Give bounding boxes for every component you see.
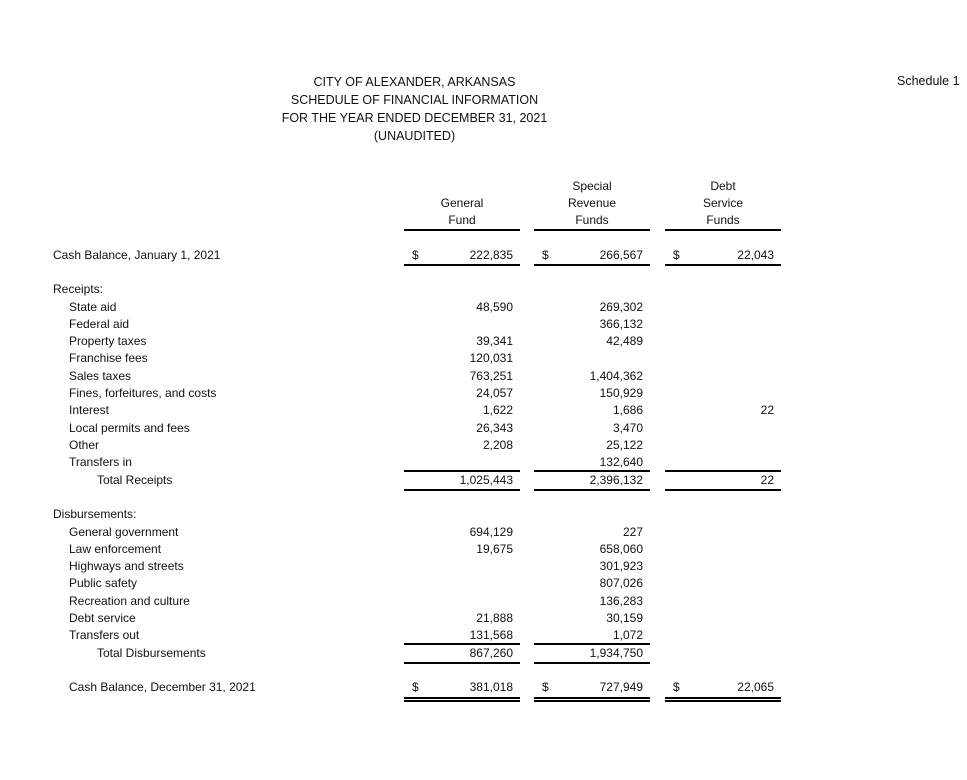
title-schedule: SCHEDULE OF FINANCIAL INFORMATION xyxy=(290,93,539,107)
amount: 21,888 xyxy=(476,611,513,625)
receipt-debt-service xyxy=(665,402,781,419)
disbursement-general xyxy=(404,541,520,558)
column-header-line: Funds xyxy=(575,213,609,227)
amount: 48,590 xyxy=(476,300,513,314)
amount: 1,622 xyxy=(482,403,513,417)
title-period: FOR THE YEAR ENDED DECEMBER 31, 2021 xyxy=(281,111,548,125)
closing-balance-debt-service xyxy=(665,679,781,702)
column-header-line: Funds xyxy=(706,213,740,227)
receipt-label: Local permits and fees xyxy=(69,421,190,435)
amount: 1,072 xyxy=(612,628,643,642)
amount: 222,835 xyxy=(469,248,513,262)
column-header-line: Special xyxy=(572,179,612,193)
receipt-general xyxy=(404,316,520,333)
receipt-special-revenue xyxy=(534,385,650,402)
disbursement-special-revenue xyxy=(534,627,650,644)
disbursement-general xyxy=(404,610,520,627)
receipt-general xyxy=(404,333,520,350)
schedule-label: Schedule 1 xyxy=(897,74,960,88)
receipt-label: Property taxes xyxy=(69,334,147,348)
receipt-general xyxy=(404,368,520,385)
report-title xyxy=(262,73,567,145)
amount: 658,060 xyxy=(599,542,643,556)
disbursements-heading: Disbursements: xyxy=(53,507,137,521)
receipt-debt-service xyxy=(665,299,781,316)
title-entity: CITY OF ALEXANDER, ARKANSAS xyxy=(313,75,516,89)
disbursement-special-revenue xyxy=(534,524,650,541)
amount: 3,470 xyxy=(612,421,643,435)
disbursement-special-revenue xyxy=(534,575,650,592)
disbursement-special-revenue xyxy=(534,558,650,575)
amount: 22 xyxy=(760,403,774,417)
total-receipts-special-revenue xyxy=(534,470,650,491)
opening-balance-debt-service xyxy=(665,247,781,266)
receipt-special-revenue xyxy=(534,316,650,333)
receipt-special-revenue xyxy=(534,420,650,437)
disbursement-general xyxy=(404,627,520,644)
receipt-debt-service xyxy=(665,437,781,454)
amount: 132,640 xyxy=(599,455,643,469)
column-header-debt-service-funds xyxy=(665,178,781,231)
disbursement-label: Public safety xyxy=(69,576,138,590)
receipt-label: State aid xyxy=(69,300,117,314)
disbursement-debt-service xyxy=(665,558,781,575)
receipt-special-revenue xyxy=(534,350,650,367)
amount: 120,031 xyxy=(469,351,513,365)
amount: 26,343 xyxy=(476,421,513,435)
receipt-label: Transfers in xyxy=(69,455,132,469)
amount: 366,132 xyxy=(599,317,643,331)
receipt-debt-service xyxy=(665,350,781,367)
receipt-general xyxy=(404,437,520,454)
amount: 301,923 xyxy=(599,559,643,573)
currency-symbol: $ xyxy=(673,680,680,694)
disbursement-label: Transfers out xyxy=(69,628,140,642)
column-header-line: Debt xyxy=(710,179,736,193)
receipt-special-revenue xyxy=(534,299,650,316)
disbursement-special-revenue xyxy=(534,593,650,610)
receipt-special-revenue xyxy=(534,402,650,419)
receipt-debt-service xyxy=(665,454,781,471)
amount: 24,057 xyxy=(476,386,513,400)
receipt-label: Fines, forfeitures, and costs xyxy=(69,386,217,400)
amount: 1,934,750 xyxy=(589,646,643,660)
column-header-line: Revenue xyxy=(567,196,617,210)
receipt-general xyxy=(404,454,520,471)
amount: 381,018 xyxy=(469,680,513,694)
amount: 39,341 xyxy=(476,334,513,348)
total-receipts-debt-service xyxy=(665,470,781,491)
disbursement-general xyxy=(404,593,520,610)
amount: 131,568 xyxy=(469,628,513,642)
closing-balance-special-revenue xyxy=(534,679,650,702)
amount: 136,283 xyxy=(599,594,643,608)
receipt-debt-service xyxy=(665,333,781,350)
amount: 727,949 xyxy=(599,680,643,694)
column-header-general-fund xyxy=(404,178,520,231)
disbursement-label: Highways and streets xyxy=(69,559,184,573)
amount: 2,208 xyxy=(482,438,513,452)
receipts-heading: Receipts: xyxy=(53,282,104,296)
receipt-label: Interest xyxy=(69,403,110,417)
disbursement-debt-service xyxy=(665,593,781,610)
receipt-debt-service xyxy=(665,420,781,437)
disbursement-debt-service xyxy=(665,524,781,541)
receipt-label: Other xyxy=(69,438,100,452)
disbursement-debt-service xyxy=(665,575,781,592)
currency-symbol: $ xyxy=(542,248,549,262)
disbursement-general xyxy=(404,524,520,541)
closing-balance-label: Cash Balance, December 31, 2021 xyxy=(69,680,256,694)
disbursement-general xyxy=(404,558,520,575)
receipt-general xyxy=(404,299,520,316)
total-disbursements-general xyxy=(404,643,520,664)
column-header-line: Service xyxy=(702,196,743,210)
disbursement-debt-service xyxy=(665,610,781,627)
currency-symbol: $ xyxy=(673,248,680,262)
column-header-special-revenue-funds xyxy=(534,178,650,231)
disbursement-label: Debt service xyxy=(69,611,136,625)
currency-symbol: $ xyxy=(412,680,419,694)
amount: 42,489 xyxy=(606,334,643,348)
column-header-line: General xyxy=(440,196,484,210)
receipt-special-revenue xyxy=(534,437,650,454)
amount: 763,251 xyxy=(469,369,513,383)
disbursement-label: Law enforcement xyxy=(69,542,162,556)
disbursement-special-revenue xyxy=(534,610,650,627)
total-disbursements-special-revenue xyxy=(534,643,650,664)
amount: 269,302 xyxy=(599,300,643,314)
closing-balance-general xyxy=(404,679,520,702)
receipt-debt-service xyxy=(665,385,781,402)
amount: 1,686 xyxy=(612,403,643,417)
amount: 22 xyxy=(760,473,774,487)
receipt-special-revenue xyxy=(534,454,650,471)
amount: 2,396,132 xyxy=(589,473,643,487)
column-header-line: Fund xyxy=(448,213,476,227)
receipt-debt-service xyxy=(665,368,781,385)
amount: 867,260 xyxy=(469,646,513,660)
receipt-label: Federal aid xyxy=(69,317,130,331)
amount: 22,065 xyxy=(737,680,774,694)
disbursement-general xyxy=(404,575,520,592)
amount: 19,675 xyxy=(476,542,513,556)
amount: 1,404,362 xyxy=(589,369,643,383)
disbursement-label: Recreation and culture xyxy=(69,594,190,608)
receipt-label: Franchise fees xyxy=(69,351,148,365)
amount: 30,159 xyxy=(606,611,643,625)
receipt-special-revenue xyxy=(534,333,650,350)
opening-balance-label: Cash Balance, January 1, 2021 xyxy=(53,248,221,262)
total-receipts-label: Total Receipts xyxy=(97,473,173,487)
receipt-general xyxy=(404,420,520,437)
amount: 1,025,443 xyxy=(459,473,513,487)
receipt-general xyxy=(404,402,520,419)
amount: 22,043 xyxy=(737,248,774,262)
receipt-label: Sales taxes xyxy=(69,369,132,383)
total-disbursements-label: Total Disbursements xyxy=(97,646,206,660)
currency-symbol: $ xyxy=(542,680,549,694)
receipt-general xyxy=(404,385,520,402)
receipt-special-revenue xyxy=(534,368,650,385)
disbursement-special-revenue xyxy=(534,541,650,558)
disbursement-debt-service xyxy=(665,627,781,644)
opening-balance-general xyxy=(404,247,520,266)
total-receipts-general xyxy=(404,470,520,491)
currency-symbol: $ xyxy=(412,248,419,262)
amount: 807,026 xyxy=(599,576,643,590)
title-unaudited: (UNAUDITED) xyxy=(373,129,456,143)
amount: 694,129 xyxy=(469,525,513,539)
opening-balance-special-revenue xyxy=(534,247,650,266)
receipt-general xyxy=(404,350,520,367)
amount: 150,929 xyxy=(599,386,643,400)
amount: 25,122 xyxy=(606,438,643,452)
disbursement-debt-service xyxy=(665,541,781,558)
amount: 266,567 xyxy=(599,248,643,262)
disbursement-label: General government xyxy=(69,525,179,539)
amount: 227 xyxy=(622,525,643,539)
receipt-debt-service xyxy=(665,316,781,333)
